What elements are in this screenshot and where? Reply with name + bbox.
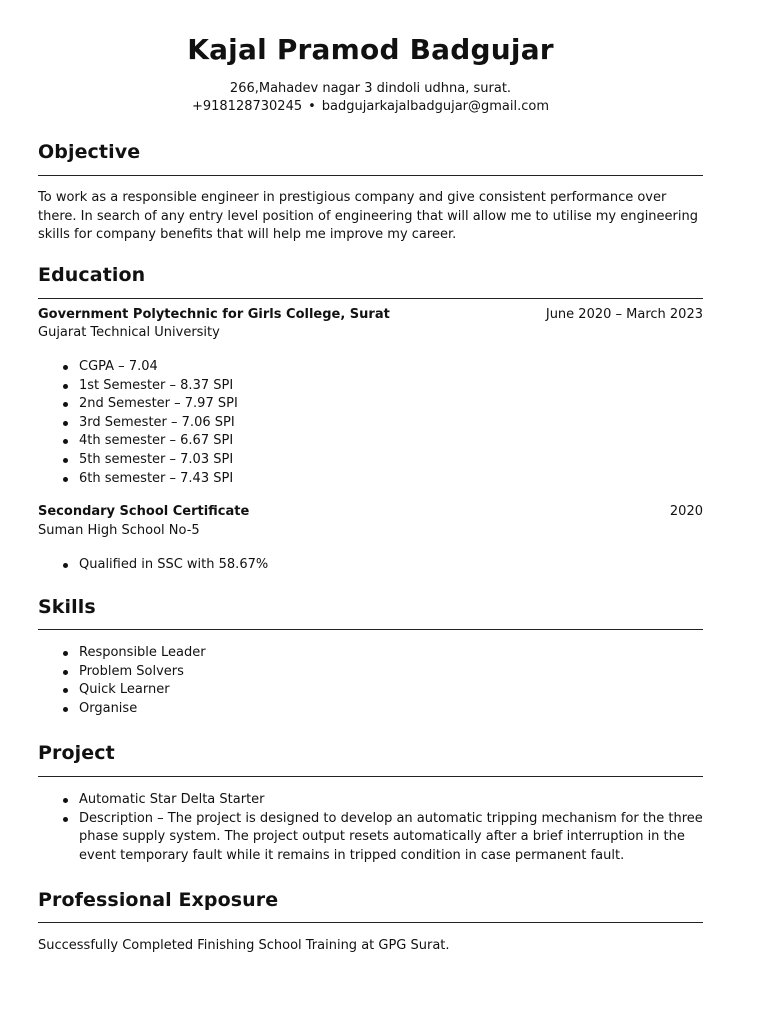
list-item: Responsible Leader <box>38 644 703 663</box>
list-item: Quick Learner <box>38 681 703 700</box>
bullet-icon <box>63 688 68 693</box>
bullet-icon <box>63 458 68 463</box>
skills-list <box>38 644 703 718</box>
school-name: Secondary School Certificate <box>38 504 250 519</box>
skills-divider <box>38 629 703 630</box>
list-item: 5th semester – 7.03 SPI <box>38 451 703 470</box>
objective-heading: Objective <box>38 141 141 163</box>
bullet-icon <box>63 365 68 370</box>
list-item: Description – The project is designed to develop an automatic tripping mechanism for the three phase supply system. The project output resets automatically after a brief interruption in the event temporary fault while it remains in tripped condition in case permanent fault. <box>38 810 703 866</box>
grades-list <box>38 358 703 488</box>
bullet-icon <box>63 421 68 426</box>
ssc-list <box>38 556 703 575</box>
university-name: Gujarat Technical University <box>38 325 220 340</box>
phone-number: +918128730245 <box>191 99 303 114</box>
exposure-heading: Professional Exposure <box>38 889 279 911</box>
list-item: Organise <box>38 700 703 719</box>
contact-separator: • <box>308 99 316 114</box>
education-divider <box>38 298 703 299</box>
list-item: Qualified in SSC with 58.67% <box>38 556 703 575</box>
exposure-divider <box>38 922 703 923</box>
address-line: 266,Mahadev nagar 3 dindoli udhna, surat. <box>229 81 512 96</box>
education-heading: Education <box>38 264 146 286</box>
project-list <box>38 791 703 865</box>
skills-heading: Skills <box>38 596 96 618</box>
bullet-icon <box>63 817 68 822</box>
bullet-icon <box>63 707 68 712</box>
objective-text: To work as a responsible engineer in prestigious company and give consistent performance over there. In search of any entry level position of engineering that will allow me to utilise my engineering skills for company benefits that will help me improve my career. <box>38 190 698 243</box>
bullet-icon <box>63 563 68 568</box>
list-item: 6th semester – 7.43 SPI <box>38 470 703 489</box>
bullet-icon <box>63 402 68 407</box>
list-item: 3rd Semester – 7.06 SPI <box>38 414 703 433</box>
bullet-icon <box>63 439 68 444</box>
email-address: badgujarkajalbadgujar@gmail.com <box>321 99 550 114</box>
candidate-name: Kajal Pramod Badgujar <box>187 33 554 66</box>
contact-line <box>38 98 703 116</box>
school-subtitle: Suman High School No-5 <box>38 523 200 538</box>
list-item: 4th semester – 6.67 SPI <box>38 432 703 451</box>
bullet-icon <box>63 477 68 482</box>
list-item: Problem Solvers <box>38 663 703 682</box>
list-item: 1st Semester – 8.37 SPI <box>38 377 703 396</box>
school-name: Government Polytechnic for Girls College, Surat <box>38 307 390 322</box>
bullet-icon <box>63 384 68 389</box>
education-dates: 2020 <box>669 504 703 519</box>
project-heading: Project <box>38 742 115 764</box>
list-item: CGPA – 7.04 <box>38 358 703 377</box>
list-item: 2nd Semester – 7.97 SPI <box>38 395 703 414</box>
bullet-icon <box>63 670 68 675</box>
exposure-text: Successfully Completed Finishing School Training at GPG Surat. <box>38 938 450 953</box>
bullet-icon <box>63 798 68 803</box>
project-divider <box>38 776 703 777</box>
bullet-icon <box>63 651 68 656</box>
education-dates: June 2020 – March 2023 <box>545 307 703 322</box>
list-item: Automatic Star Delta Starter <box>38 791 703 810</box>
objective-divider <box>38 175 703 176</box>
